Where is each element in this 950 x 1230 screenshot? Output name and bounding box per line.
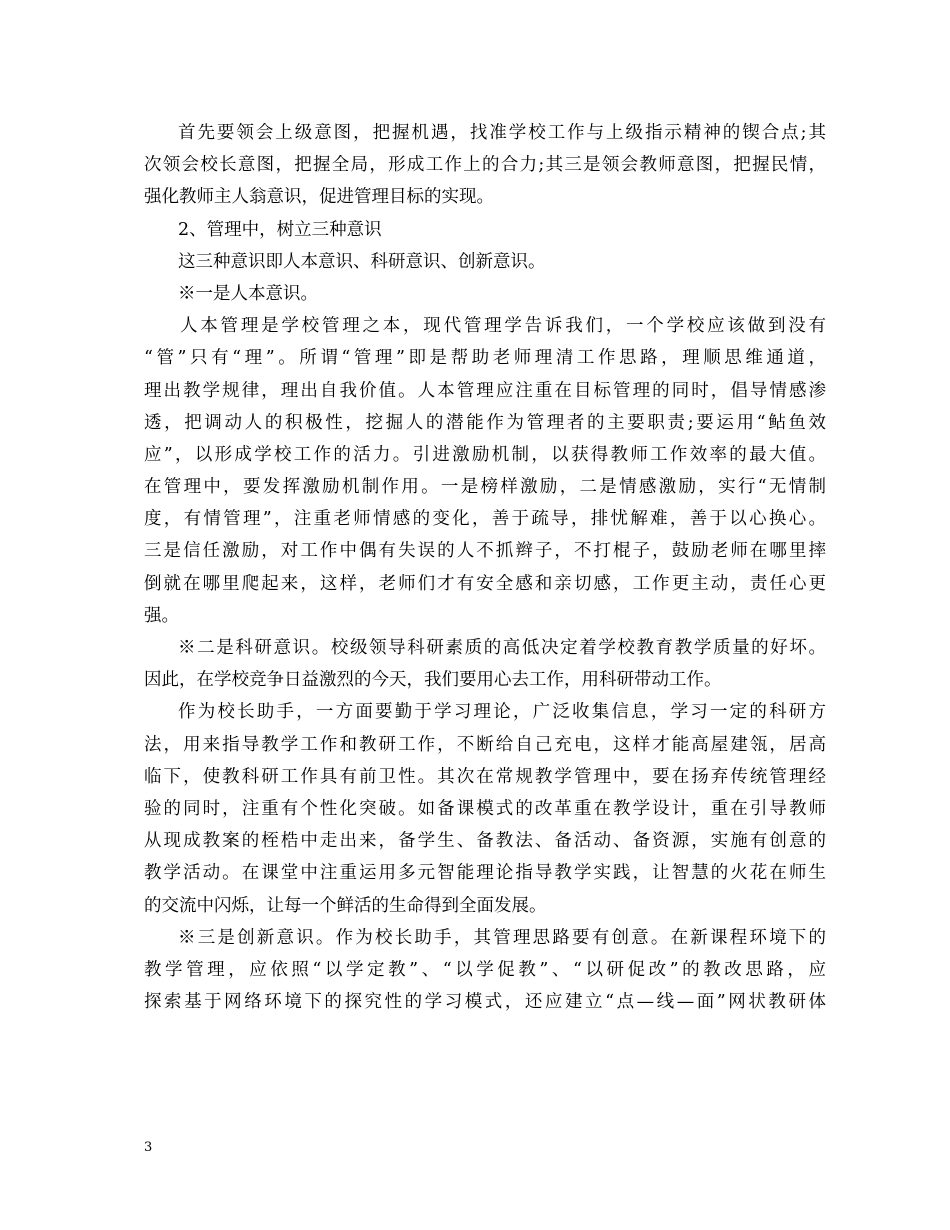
text-line: 强化教师主人翁意识，促进管理目标的实现。: [144, 187, 494, 208]
text-line: 理出教学规律，理出自我价值。人本管理应注重在目标管理的同时，倡导情感渗: [144, 380, 826, 401]
paragraph-p5: [144, 310, 826, 632]
text-line: 首先要领会上级意图，把握机遇，找准学校工作与上级指示精神的锲合点;其: [178, 123, 826, 143]
text-line: 度，有情管理”，注重老师情感的变化，善于疏导，排忧解难，善于以心换心。: [144, 509, 826, 530]
text-line: 因此，在学校竞争日益激烈的今天，我们要用心去工作，用科研带动工作。: [144, 670, 722, 691]
text-line: 教学管理，应依照“以学定教”、“以学促教”、“以研促改”的教改思路，应: [144, 959, 826, 980]
text-line: 三是信任激励，对工作中偶有失误的人不抓辫子，不打棍子，鼓励老师在哪里摔: [144, 541, 826, 562]
section-heading: [144, 214, 826, 246]
text-line: 的交流中闪烁，让每一个鲜活的生命得到全面发展。: [144, 895, 547, 916]
text-line: 临下，使教科研工作具有前卫性。其次在常规教学管理中，要在扬弃传统管理经: [144, 766, 826, 787]
text-line: 倒就在哪里爬起来，这样，老师们才有安全感和亲切感，工作更主动，责任心更: [144, 573, 826, 594]
text-line: 次领会校长意图，把握全局，形成工作上的合力;其三是领会教师意图，把握民情，: [144, 155, 826, 176]
text-line: ※二是科研意识。校级领导科研素质的高低决定着学校教育教学质量的好坏。: [178, 638, 826, 658]
text-line: ※一是人本意识。: [178, 283, 318, 304]
text-line: 验的同时，注重有个性化突破。如备课模式的改革重在教学设计，重在引导教师: [144, 798, 826, 819]
text-line: 从现成教案的桎梏中走出来，备学生、备教法、备活动、备资源，实施有创意的: [144, 831, 826, 852]
text-line: 应”，以形成学校工作的活力。引进激励机制，以获得教师工作效率的最大值。: [144, 444, 826, 465]
text-line: 作为校长助手，一方面要勤于学习理论，广泛收集信息，学习一定的科研方: [178, 702, 826, 723]
text-line: 教学活动。在课堂中注重运用多元智能理论指导教学实践，让智慧的火花在师生: [144, 863, 826, 884]
paragraph-p7: [144, 696, 826, 921]
text-line: 透，把调动人的积极性，挖掘人的潜能作为管理者的主要职责;要运用“鲇鱼效: [144, 412, 826, 433]
page-number: 3: [144, 1140, 153, 1155]
document-body: [144, 117, 826, 1018]
text-line: 法，用来指导教学工作和教研工作，不断给自己充电，这样才能高屋建瓴，居高: [144, 734, 826, 755]
text-line: 探索基于网络环境下的探究性的学习模式，还应建立“点—线—面”网状教研体: [144, 992, 826, 1013]
text-line: 在管理中，要发挥激励机制作用。一是榜样激励，二是情感激励，实行“无情制: [144, 477, 826, 498]
text-line: “管”只有“理”。所谓“管理”即是帮助老师理清工作思路，理顺思维通道，: [144, 348, 826, 369]
paragraph-p6: [144, 632, 826, 696]
paragraph-p3: [144, 246, 826, 278]
text-line: 这三种意识即人本意识、科研意识、创新意识。: [178, 251, 546, 272]
text-line: 强。: [144, 605, 179, 626]
paragraph-p1: [144, 117, 826, 214]
text-line: 人本管理是学校管理之本，现代管理学告诉我们，一个学校应该做到没有: [180, 316, 826, 337]
paragraph-p8: [144, 922, 826, 1019]
text-line: 2、管理中，树立三种意识: [178, 219, 382, 240]
subheading-people-oriented: [144, 278, 826, 310]
text-line: ※三是创新意识。作为校长助手，其管理思路要有创意。在新课程环境下的: [178, 927, 826, 948]
